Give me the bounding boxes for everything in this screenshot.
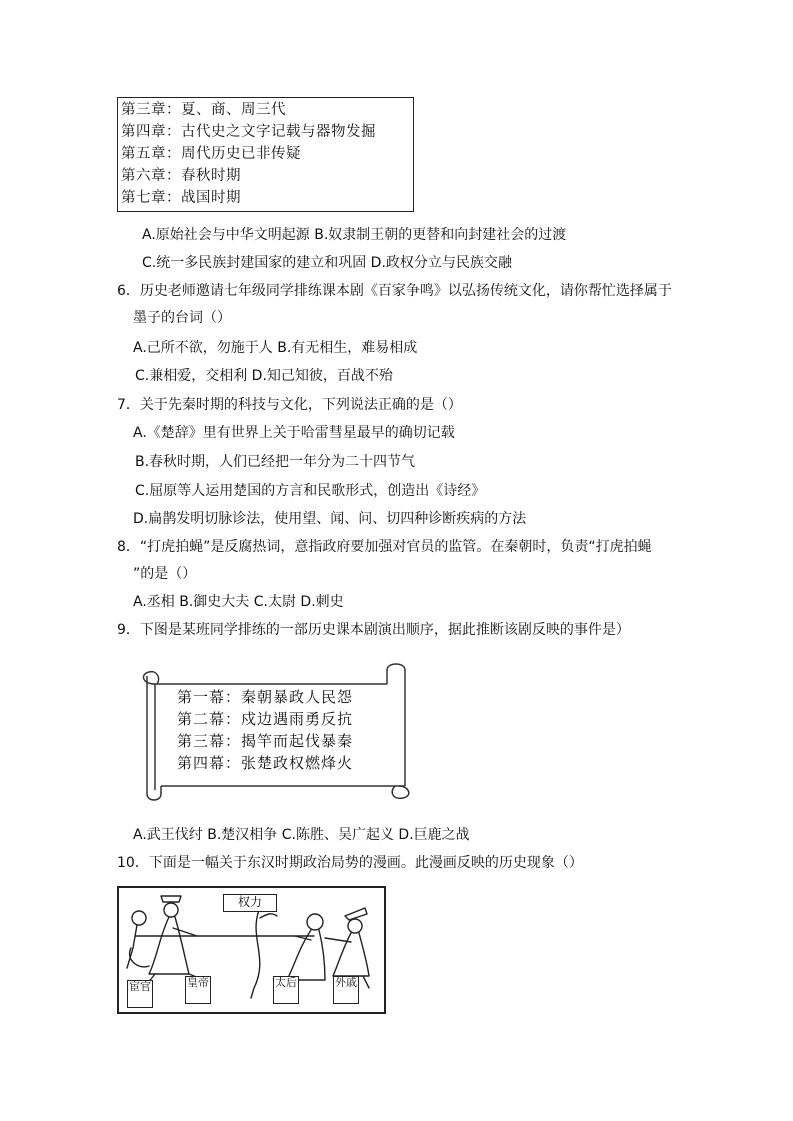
q8-stem: 8．“打虎拍蝇”是反腐热词，意指政府要加强对官员的监管。在秦朝时，负责“打虎拍蝇 xyxy=(117,539,652,555)
cartoon-illustration xyxy=(117,886,386,1014)
q10-stem: 10．下面是一幅关于东汉时期政治局势的漫画。此漫画反映的历史现象（） xyxy=(117,855,583,871)
scroll-illustration xyxy=(137,662,413,802)
eunuch-label: 宦官 xyxy=(127,980,153,1008)
act-line: 第一幕：秦朝暴政人民怨 xyxy=(177,688,354,706)
chapter-line: 第三章：夏、商、周三代 xyxy=(121,102,286,118)
q9-stem: 9．下图是某班同学排练的一部历史课本剧演出顺序，据此推断该剧反映的事件是） xyxy=(117,622,630,638)
chapter-line: 第四章：古代史之文字记载与器物发掘 xyxy=(121,124,376,140)
chapter-line: 第六章：春秋时期 xyxy=(121,168,241,184)
chapter-list-box xyxy=(117,97,414,212)
act-line: 第三幕：揭竿而起伐暴秦 xyxy=(177,732,354,750)
q6-option-cd: C.兼相爱，交相利 D.知己知彼，百战不殆 xyxy=(135,368,393,384)
q6-option-ab: A.己所不欲，勿施于人 B.有无相生，难易相成 xyxy=(133,340,418,356)
chapter-line: 第五章：周代历史已非传疑 xyxy=(121,146,301,162)
q9-options: A.武王伐纣 B.楚汉相争 C.陈胜、吴广起义 D.巨鹿之战 xyxy=(133,827,470,843)
power-label: 权力 xyxy=(223,894,277,912)
q8-options: A.丞相 B.御史大夫 C.太尉 D.刺史 xyxy=(133,594,344,610)
act-line: 第四幕：张楚政权燃烽火 xyxy=(177,754,354,772)
q7-option-c: C.屈原等人运用楚国的方言和民歌形式，创造出《诗经》 xyxy=(135,483,486,499)
q8-stem-cont: ”的是（） xyxy=(133,566,197,582)
q7-option-d: D.扁鹊发明切脉诊法，使用望、闻、问、切四种诊断疾病的方法 xyxy=(133,511,527,527)
chapter-line: 第七章：战国时期 xyxy=(121,190,241,206)
q7-option-a: A.《楚辞》里有世界上关于哈雷彗星最早的确切记载 xyxy=(133,425,455,441)
act-line: 第二幕：戍边遇雨勇反抗 xyxy=(177,710,354,728)
q7-stem: 7．关于先秦时期的科技与文化，下列说法正确的是（） xyxy=(117,397,462,413)
q7-option-b: B.春秋时期，人们已经把一年分为二十四节气 xyxy=(135,454,416,470)
q5-option-ab: A.原始社会与中华文明起源 B.奴隶制王朝的更替和向封建社会的过渡 xyxy=(142,227,567,243)
q5-option-cd: C.统一多民族封建国家的建立和巩固 D.政权分立与民族交融 xyxy=(142,255,512,271)
consort-relatives-label: 外戚 xyxy=(333,976,359,1004)
q6-stem-cont: 墨子的台词（） xyxy=(133,310,231,326)
q6-stem: 6．历史老师邀请七年级同学排练课本剧《百家争鸣》以弘扬传统文化，请你帮忙选择属于 xyxy=(117,283,672,299)
empress-dowager-label: 太后 xyxy=(273,976,299,1004)
emperor-label: 皇帝 xyxy=(185,976,211,1004)
